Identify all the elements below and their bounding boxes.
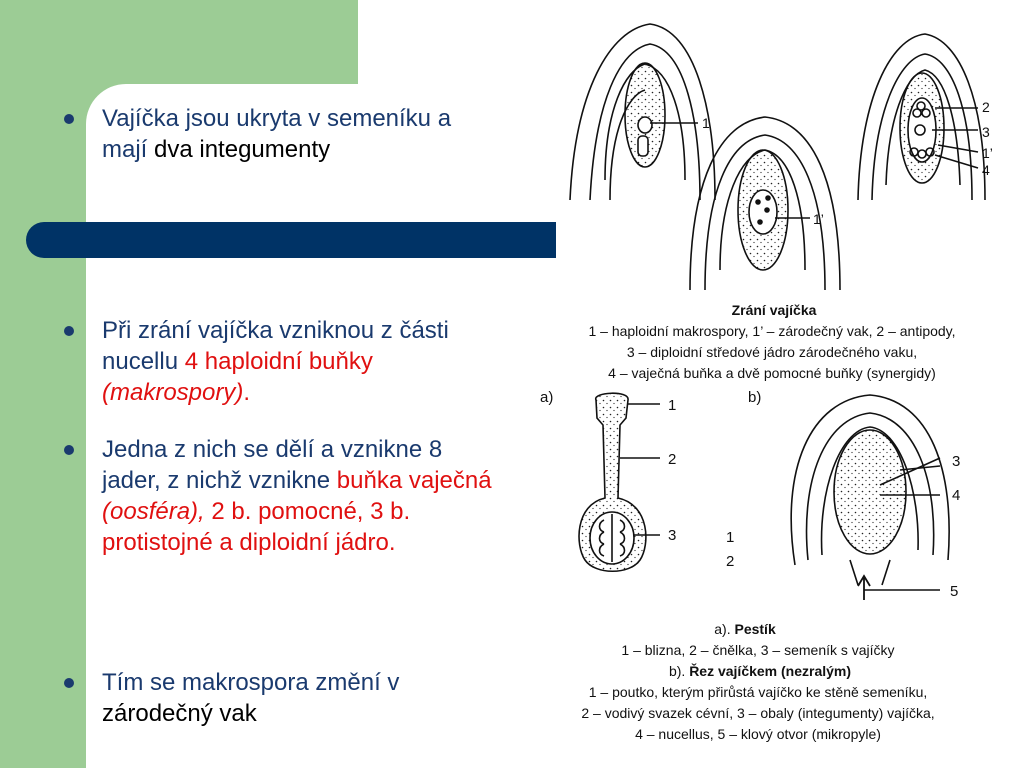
bottom-figure-labels xyxy=(540,389,960,600)
bullet-dot xyxy=(64,114,74,124)
caption-prefix: b). xyxy=(668,663,690,679)
label-4: 4 xyxy=(952,487,961,504)
label-2: 2 xyxy=(726,553,735,570)
ovule-stage-3 xyxy=(858,34,985,200)
caption-line: 3 – diploidní středové jádro zárodečného vaku, xyxy=(626,344,918,360)
bullet-dot xyxy=(64,678,74,688)
caption-line: 2 – vodivý svazek cévní, 3 – obaly (integumenty) vajíčka, xyxy=(581,705,935,721)
label-1-prime: 1’ xyxy=(982,145,993,161)
label-3: 3 xyxy=(952,453,961,470)
caption-line: 4 – vaječná buňka a dvě pomocné buňky (synergidy) xyxy=(608,365,936,381)
ovule-stage-1 xyxy=(570,24,715,200)
content-card xyxy=(86,84,556,768)
bullet-text xyxy=(102,103,500,165)
panel-b-label: b) xyxy=(748,389,762,406)
bullet-text-part: Vajíčka jsou ukryta v semeníku a mají xyxy=(102,105,452,163)
bullet-text-emphasis: buňka vaječná xyxy=(336,467,492,494)
top-figure-caption xyxy=(588,302,955,381)
pistil-diagram xyxy=(579,393,660,571)
bullet-text-emphasis: zárodečný vak xyxy=(102,700,257,727)
bullet-text-emphasis: 4 haploidní buňky xyxy=(184,348,373,375)
caption-line: 1 – poutko, kterým přirůstá vajíčko ke stěně semeníku, xyxy=(588,684,928,700)
label-1: 1 xyxy=(668,397,677,414)
caption-title: Řez vajíčkem (nezralým) xyxy=(689,663,852,679)
caption-b-heading xyxy=(669,662,851,679)
caption-a-heading xyxy=(714,621,776,637)
bullet-item-4 xyxy=(60,667,500,729)
bullet-dot xyxy=(64,445,74,455)
label-4: 4 xyxy=(982,162,990,178)
bullet-text xyxy=(102,667,500,729)
bullet-item-1 xyxy=(60,103,500,165)
bullet-text xyxy=(102,315,500,408)
bullet-text-emphasis: (oosféra), xyxy=(102,498,205,525)
label-3: 3 xyxy=(668,527,677,544)
label-2: 2 xyxy=(668,451,677,468)
bullet-item-3 xyxy=(60,434,500,558)
bullet-text-part: Tím se makrospora změní v xyxy=(102,669,400,696)
panel-a-label: a) xyxy=(540,389,554,406)
label-1: 1 xyxy=(702,115,710,131)
bullet-item-2 xyxy=(60,315,500,408)
caption-line: 1 – haploidní makrospory, 1’ – zárodečný vak, 2 – antipody, xyxy=(588,323,956,339)
bullet-text-emphasis: . xyxy=(243,379,251,406)
title-divider-bar xyxy=(26,222,556,258)
bullet-text xyxy=(102,434,500,558)
label-2: 2 xyxy=(982,99,990,115)
bullet-text-emphasis: dva integumenty xyxy=(154,136,331,163)
bullet-text-part: Jedna z nich se dělí a vznikne 8 jader, z nichž vznikne xyxy=(102,436,443,494)
label-5: 5 xyxy=(950,583,959,600)
bottom-figure-caption xyxy=(581,621,934,742)
label-3: 3 xyxy=(982,124,990,140)
caption-line: 1 – blizna, 2 – čnělka, 3 – semeník s vajíčky xyxy=(621,642,895,658)
bullet-text-part: Při zrání vajíčka vzniknou z části nucellu xyxy=(102,317,449,375)
bullet-dot xyxy=(64,326,74,336)
caption-prefix: a). xyxy=(714,621,735,637)
bullet-text-emphasis: (makrospory) xyxy=(102,379,244,406)
label-1: 1 xyxy=(726,529,735,546)
ovule-section-diagram xyxy=(791,395,949,600)
caption-title: Pestík xyxy=(734,621,776,637)
caption-title: Zrání vajíčka xyxy=(731,302,817,318)
bullet-text-emphasis: 2 b. pomocné, 3 b. protistojné a diploidní jádro. xyxy=(102,498,411,556)
top-figure-labels xyxy=(702,99,993,227)
ovule-stage-2 xyxy=(690,117,840,290)
caption-line: 4 – nucellus, 5 – klový otvor (mikropyle) xyxy=(635,726,881,742)
label-1-prime: 1’ xyxy=(813,211,824,227)
